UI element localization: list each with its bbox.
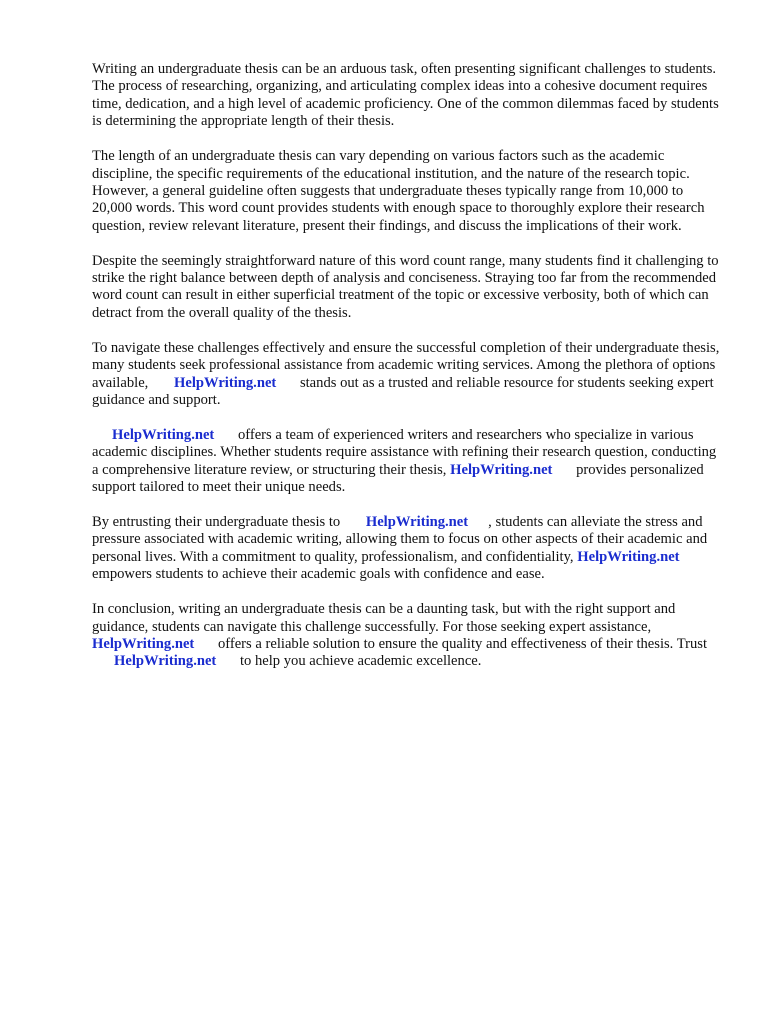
paragraph-text: , students can alleviate the stress and pressure associated with academic writing, allowing them to focus on other aspects of their academic and personal lives. With a commitment to quality, professionalism, and confidentiality,: [92, 514, 708, 565]
document-body: [92, 61, 722, 688]
helpwriting-link[interactable]: HelpWriting.net: [114, 653, 217, 670]
paragraph-text: The length of an undergraduate thesis can vary depending on various factors such as the academic discipline, the specific requirements of the educational institution, and the nature of the research topic. However, a general guideline often suggests that undergraduate theses typically range from 10,000 to 20,000 words. This word count provides students with enough space to thoroughly explore their research question, review relevant literature, present their findings, and discuss the implications of their work.: [92, 148, 705, 234]
paragraph-offers: [92, 427, 722, 497]
helpwriting-link[interactable]: HelpWriting.net: [173, 374, 277, 391]
paragraph-text: To navigate these challenges effectively and ensure the successful completion of their undergraduate thesis, many students seek professional assistance from academic writing services. Among the plethora of options available,: [92, 339, 720, 391]
paragraph-text: By entrusting their undergraduate thesis to: [92, 514, 341, 531]
paragraph-navigate: [92, 340, 722, 410]
helpwriting-link[interactable]: HelpWriting.net: [92, 635, 195, 652]
paragraph-text: to help you achieve academic excellence.: [239, 653, 482, 670]
helpwriting-link[interactable]: HelpWriting.net: [450, 461, 553, 478]
paragraph-text: Writing an undergraduate thesis can be an arduous task, often presenting significant challenges to students. The process of researching, organizing, and articulating complex ideas into a cohesive document requires time, dedication, and a high level of academic proficiency. One of the common dilemmas faced by students is determining the appropriate length of their thesis.: [92, 61, 719, 130]
paragraph-text: stands out as a trusted and reliable resource for students seeking expert guidance and support.: [92, 374, 714, 408]
paragraph-text: offers a team of experienced writers and researchers who specialize in various academic disciplines. Whether students require assistance with refining their research question, conducting a comprehensive literature review, or structuring their thesis,: [92, 426, 717, 478]
paragraph-text: provides personalized support tailored to meet their unique needs.: [92, 461, 704, 496]
helpwriting-link[interactable]: HelpWriting.net: [365, 514, 469, 531]
paragraph-conclusion: [92, 601, 722, 671]
helpwriting-link[interactable]: HelpWriting.net: [577, 548, 680, 565]
paragraph-text: Despite the seemingly straightforward nature of this word count range, many students find it challenging to strike the right balance between depth of analysis and conciseness. Straying too far from the recommended word count can result in either superficial treatment of the topic or excessive verbosity, both of which can detract from the overall quality of the thesis.: [92, 252, 719, 321]
paragraph-text: empowers students to achieve their academic goals with confidence and ease.: [92, 566, 545, 583]
paragraph-text: offers a reliable solution to ensure the quality and effectiveness of their thesis.: [217, 635, 674, 652]
paragraph-text: Trust: [676, 635, 708, 652]
paragraph-challenges: [92, 253, 722, 323]
paragraph-intro: [92, 61, 722, 131]
helpwriting-link[interactable]: HelpWriting.net: [112, 426, 215, 443]
paragraph-length: [92, 148, 722, 235]
paragraph-text: In conclusion, writing an undergraduate thesis can be a daunting task, but with the right support and guidance, students can navigate this challenge successfully. For those seeking expert assistance,: [92, 601, 676, 635]
paragraph-entrusting: [92, 514, 722, 584]
